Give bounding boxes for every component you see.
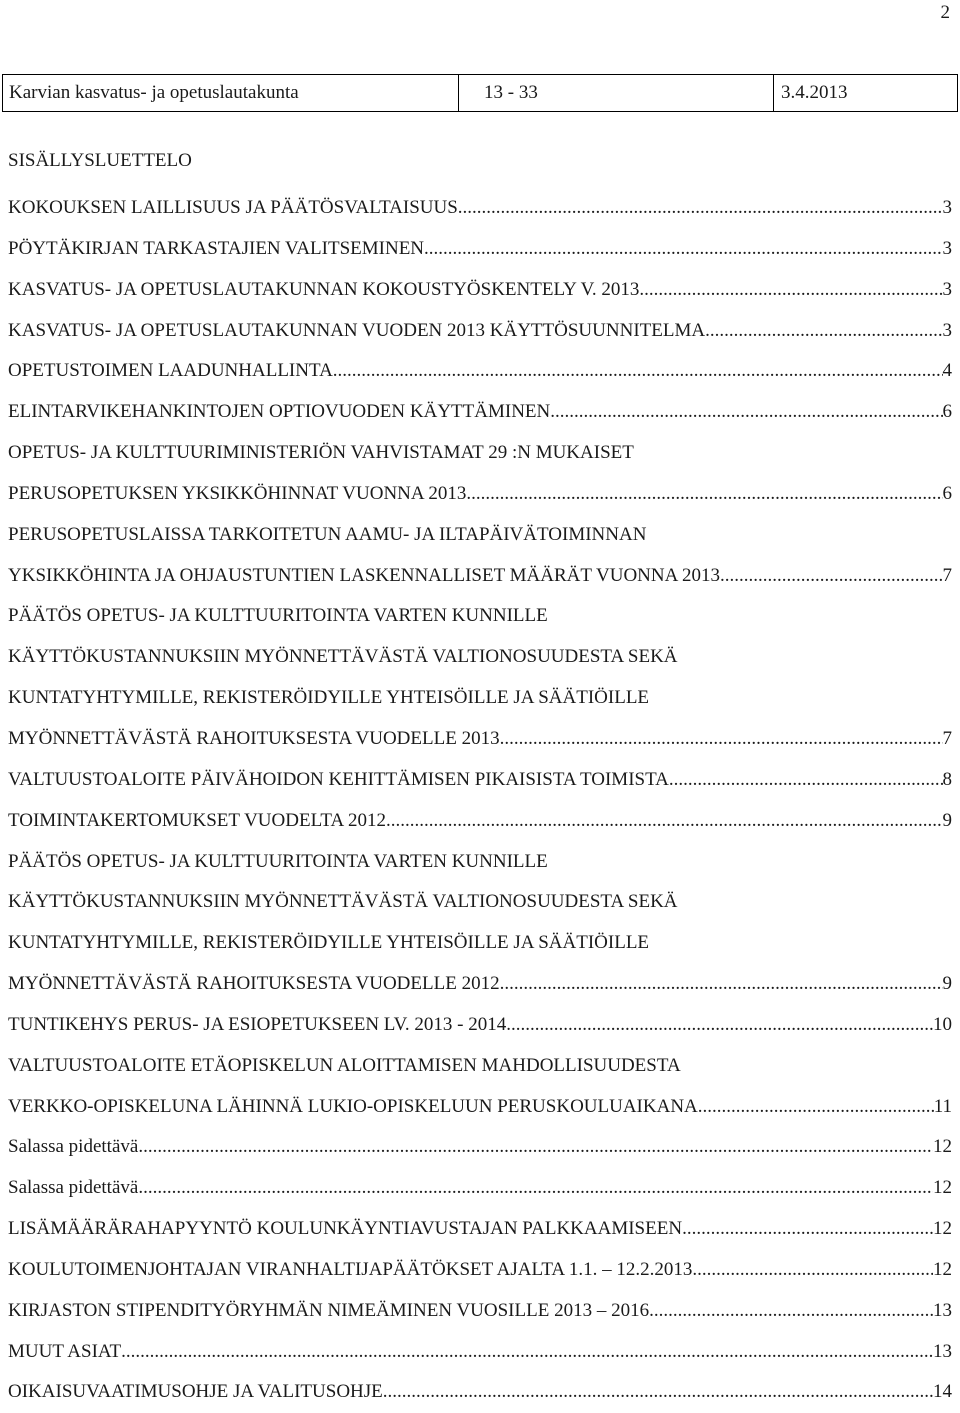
toc-entry-last-line [8,1209,952,1250]
toc-entry[interactable] [8,1291,952,1332]
toc-entry-title-line: KOULUTOIMENJOHTAJAN VIRANHALTIJAPÄÄTÖKSET AJALTA 1.1. – 12.2.2013 [8,1258,693,1280]
toc-entry-title-line: PÖYTÄKIRJAN TARKASTAJIEN VALITSEMINEN [8,237,425,259]
table-of-contents [8,188,952,1413]
toc-entry-last-line [8,188,952,229]
dot-leader [682,1209,933,1250]
dot-leader [649,1291,933,1332]
toc-entry-last-line [8,1005,952,1046]
dot-leader [386,801,943,842]
toc-entry-page-number: 8 [942,768,952,790]
toc-entry[interactable] [8,229,952,270]
toc-entry-last-line [8,1291,952,1332]
toc-entry-page-number: 13 [933,1340,952,1362]
toc-entry-last-line [8,229,952,270]
toc-entry-title-line: LISÄMÄÄRÄRAHAPYYNTÖ KOULUNKÄYNTIAVUSTAJAN PALKKAAMISEEN [8,1218,683,1240]
toc-entry-page-number: 9 [942,973,952,995]
toc-entry-last-line [8,392,952,433]
toc-entry-title-line: MYÖNNETTÄVÄSTÄ RAHOITUKSESTA VUODELLE 2013 [8,727,500,749]
toc-entry-last-line [8,270,952,311]
toc-entry-last-line [8,1127,952,1168]
toc-entry-page-number: 13 [933,1299,952,1321]
dot-leader [424,229,942,270]
toc-entry[interactable] [8,433,952,515]
toc-entry[interactable] [8,1332,952,1373]
toc-entry-page-number: 3 [942,197,952,218]
toc-entry-page-number: 4 [942,360,952,382]
toc-entry[interactable] [8,760,952,801]
dot-leader [383,1372,933,1413]
toc-entry-title-line: YKSIKKÖHINTA JA OHJAUSTUNTIEN LASKENNALLISET MÄÄRÄT VUONNA 2013 [8,564,721,586]
toc-entry[interactable] [8,596,952,759]
toc-entry-last-line [8,1372,952,1413]
toc-entry[interactable] [8,1005,952,1046]
toc-entry-last-line [8,1168,952,1209]
toc-entry-last-line [8,556,952,597]
toc-entry[interactable] [8,270,952,311]
toc-entry-title-line: Salassa pidettävä [8,1136,139,1158]
toc-entry-page-number: 14 [933,1381,952,1403]
toc-entry-title-line: PÄÄTÖS OPETUS- JA KULTTUURITOINTA VARTEN KUNNILLE [8,605,548,627]
dot-leader [639,270,942,311]
toc-entry-last-line [8,801,952,842]
toc-entry[interactable] [8,1372,952,1413]
toc-entry[interactable] [8,1046,952,1128]
toc-entry-title-line: PÄÄTÖS OPETUS- JA KULTTUURITOINTA VARTEN KUNNILLE [8,850,548,872]
toc-entry-title-line: KOKOUKSEN LAILLISUUS JA PÄÄTÖSVALTAISUUS [8,197,458,218]
toc-entry-last-line [8,964,952,1005]
page-number: 2 [940,2,950,23]
toc-entry-title-line: MUUT ASIAT [8,1340,122,1362]
dot-leader [705,311,942,352]
toc-heading: SISÄLLYSLUETTELO [8,150,192,171]
toc-entry-title-line: VALTUUSTOALOITE PÄIVÄHOIDON KEHITTÄMISEN PIKAISISTA TOIMISTA [8,768,669,790]
toc-entry-title-line: KÄYTTÖKUSTANNUKSIIN MYÖNNETTÄVÄSTÄ VALTIONOSUUDESTA SEKÄ [8,891,678,913]
toc-entry-title-line: OIKAISUVAATIMUSOHJE JA VALITUSOHJE [8,1381,383,1403]
dot-leader [466,474,942,515]
toc-entry-last-line [8,1087,952,1128]
toc-entry-title-line: PERUSOPETUKSEN YKSIKKÖHINNAT VUONNA 2013 [8,482,467,504]
toc-entry[interactable] [8,392,952,433]
dot-leader [333,351,943,392]
dot-leader [550,392,942,433]
dot-leader [720,556,942,597]
header-row [3,75,958,112]
toc-entry-page-number: 11 [933,1095,952,1117]
toc-entry-title-line: ELINTARVIKEHANKINTOJEN OPTIOVUODEN KÄYTTÄMINEN [8,401,551,423]
toc-entry-page-number: 10 [933,1013,952,1035]
toc-entry[interactable] [8,188,952,229]
toc-entry-title-line: VALTUUSTOALOITE ETÄOPISKELUN ALOITTAMISEN MAHDOLLISUUDESTA [8,1054,681,1076]
toc-entry-last-line [8,351,952,392]
toc-entry[interactable] [8,1168,952,1209]
dot-leader [500,719,943,760]
dot-leader [669,760,943,801]
dot-leader [500,964,943,1005]
toc-entry-title-line: PERUSOPETUSLAISSA TARKOITETUN AAMU- JA ILTAPÄIVÄTOIMINNAN [8,523,647,545]
toc-entry-last-line [8,719,952,760]
toc-entry-last-line [8,1332,952,1373]
toc-entry-page-number: 6 [942,401,952,423]
toc-entry-title-line: OPETUS- JA KULTTUURIMINISTERIÖN VAHVISTAMAT 29 :N MUKAISET [8,442,634,464]
toc-entry-title-line: TOIMINTAKERTOMUKSET VUODELTA 2012 [8,809,386,831]
toc-entry-title-line: MYÖNNETTÄVÄSTÄ RAHOITUKSESTA VUODELLE 2012 [8,973,500,995]
toc-entry-last-line [8,311,952,352]
dot-leader [458,188,943,229]
toc-entry-title-line: KUNTATYHTYMILLE, REKISTERÖIDYILLE YHTEISÖILLE JA SÄÄTIÖILLE [8,932,650,954]
toc-entry-title-line: VERKKO-OPISKELUNA LÄHINNÄ LUKIO-OPISKELUUN PERUSKOULUAIKANA [8,1095,698,1117]
toc-entry-last-line [8,474,952,515]
toc-entry-title-line: KASVATUS- JA OPETUSLAUTAKUNNAN VUODEN 2013 KÄYTTÖSUUNNITELMA [8,319,706,341]
document-header-table [2,74,958,112]
toc-entry[interactable] [8,311,952,352]
toc-entry-page-number: 9 [942,809,952,831]
dot-leader [121,1332,933,1373]
toc-entry-title-line: KASVATUS- JA OPETUSLAUTAKUNNAN KOKOUSTYÖSKENTELY V. 2013 [8,278,640,300]
toc-entry[interactable] [8,1127,952,1168]
toc-entry-last-line [8,760,952,801]
toc-entry-page-number: 12 [933,1136,952,1158]
toc-entry-page-number: 6 [942,482,952,504]
toc-entry[interactable] [8,1250,952,1291]
toc-entry-page-number: 3 [942,237,952,259]
dot-leader [138,1127,933,1168]
toc-entry[interactable] [8,351,952,392]
toc-entry-page-number: 3 [942,278,952,300]
header-date: 3.4.2013 [774,75,958,112]
dot-leader [698,1087,934,1128]
toc-entry-title-line: KIRJASTON STIPENDITYÖRYHMÄN NIMEÄMINEN VUOSILLE 2013 – 2016 [8,1299,650,1321]
toc-entry-page-number: 12 [933,1177,952,1199]
toc-entry-title-line: KUNTATYHTYMILLE, REKISTERÖIDYILLE YHTEISÖILLE JA SÄÄTIÖILLE [8,687,650,709]
dot-leader [506,1005,933,1046]
toc-entry[interactable] [8,515,952,597]
toc-entry-page-number: 7 [942,564,952,586]
dot-leader [138,1168,933,1209]
toc-entry-title-line: TUNTIKEHYS PERUS- JA ESIOPETUKSEEN LV. 2013 - 2014 [8,1013,507,1035]
toc-entry[interactable] [8,801,952,842]
toc-entry[interactable] [8,1209,952,1250]
header-sections: 13 - 33 [459,75,774,112]
dot-leader [692,1250,933,1291]
toc-entry-last-line [8,1250,952,1291]
toc-entry-title-line: KÄYTTÖKUSTANNUKSIIN MYÖNNETTÄVÄSTÄ VALTIONOSUUDESTA SEKÄ [8,646,678,668]
toc-entry-title-line: OPETUSTOIMEN LAADUNHALLINTA [8,360,333,382]
toc-entry[interactable] [8,842,952,1005]
toc-entry-page-number: 12 [933,1258,952,1280]
toc-entry-page-number: 3 [942,319,952,341]
toc-entry-page-number: 7 [942,727,952,749]
toc-entry-title-line: Salassa pidettävä [8,1177,139,1199]
header-organization: Karvian kasvatus- ja opetuslautakunta [3,75,459,112]
toc-entry-page-number: 12 [933,1218,952,1240]
